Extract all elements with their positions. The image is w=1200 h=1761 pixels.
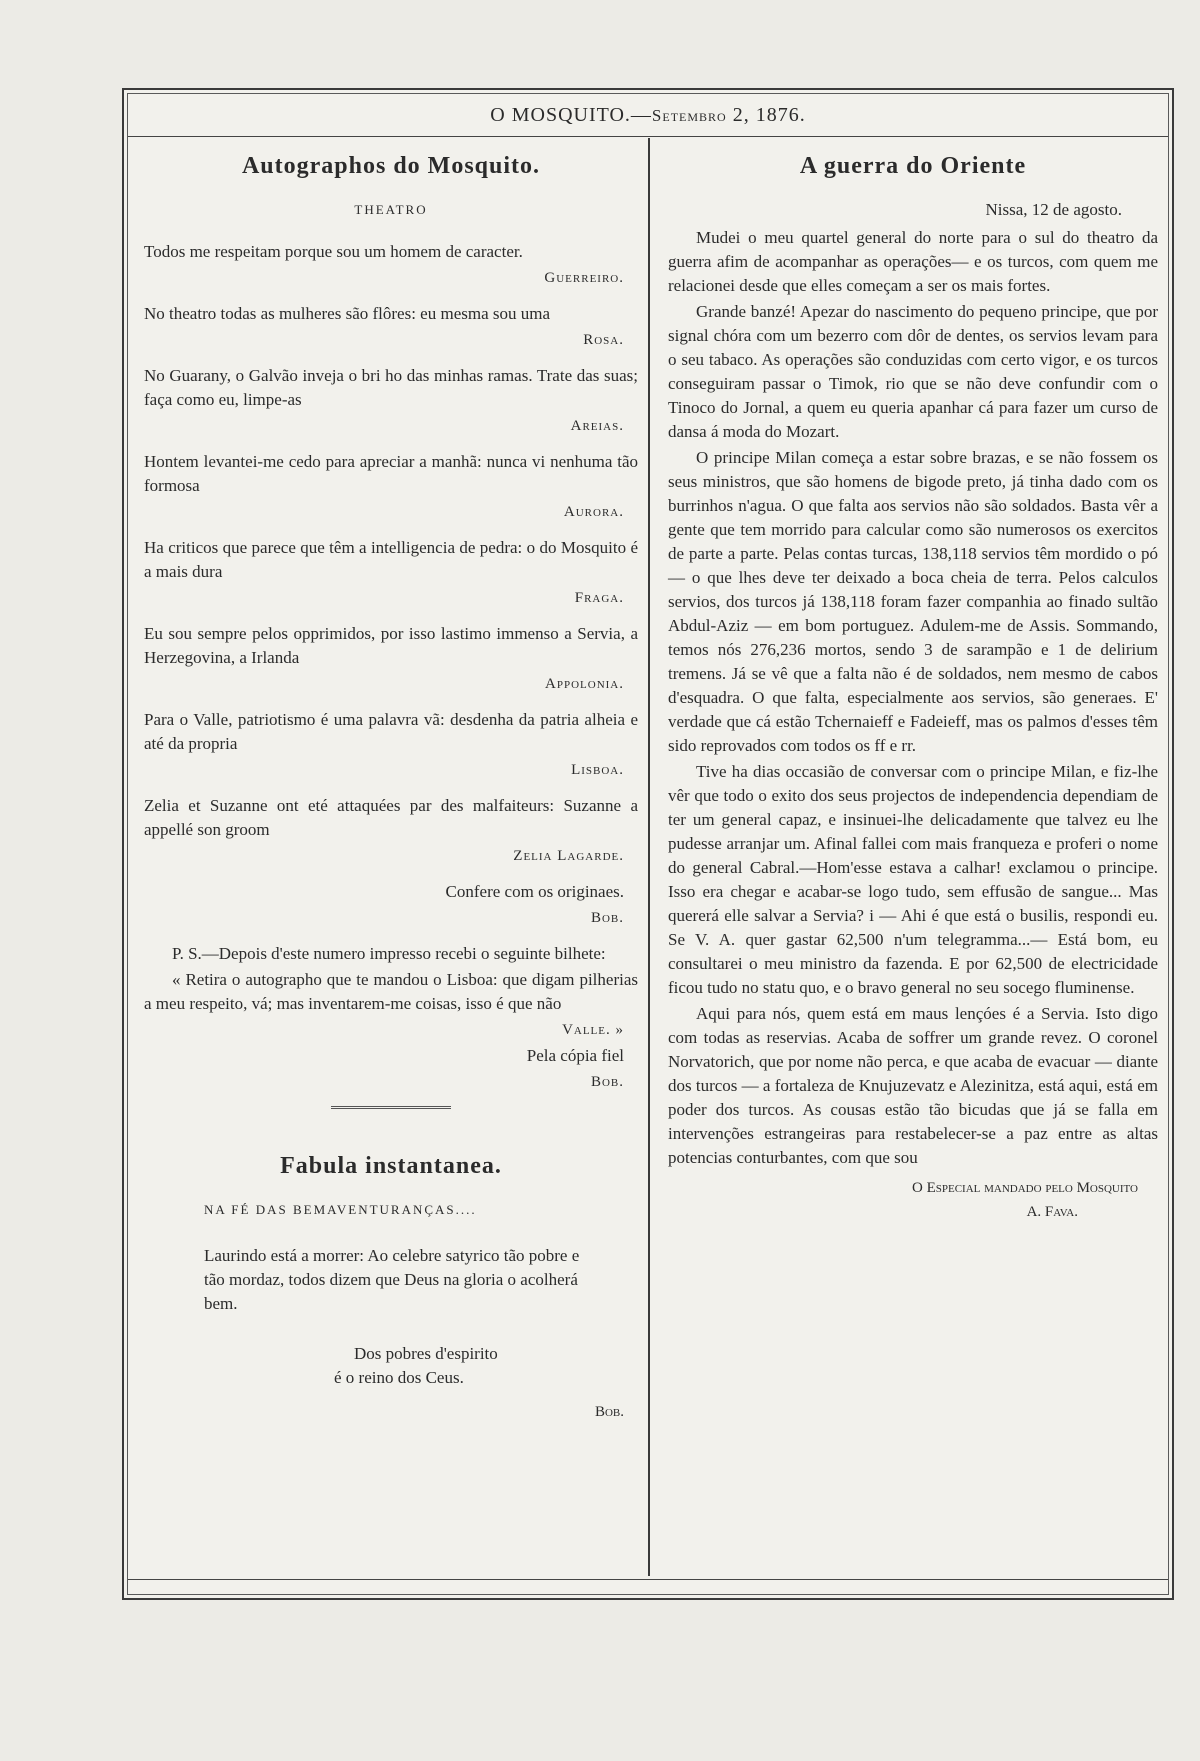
header-month: Setembro (651, 106, 727, 125)
autograph-text: Para o Valle, patriotismo é uma palavra vã: desdenha da patria alheia e até da propria (144, 710, 638, 753)
autograph-signature: Aurora. (563, 504, 624, 520)
autograph-entry (144, 536, 638, 610)
column-divider (648, 138, 650, 1576)
fabula-lead: NA FÉ DAS BEMAVENTURANÇAS.... (204, 1202, 477, 1217)
newspaper-page (122, 88, 1174, 1600)
autograph-signature: Fraga. (574, 590, 624, 606)
left-column (144, 142, 638, 1424)
valle-signature: Valle. » (562, 1022, 624, 1038)
autograph-text: Ha criticos que parece que têm a intelligencia de pedra: o do Mosquito é a mais dura (144, 538, 638, 581)
autograph-entry (144, 450, 638, 524)
article-paragraph: Grande banzé! Apezar do nascimento do pequeno principe, que por signal chóra com um bezerro com dôr de dentes, os servios levam para o seu tabaco. As operações são conduzidas com certo vigor, e os turcos conseguiram passar o Timok, rio que se não deve confundir com o Tinoco do Jornal, a quem eu queria apanhar cá para fazer um curso de dansa á moda do Mozart. (668, 302, 1158, 441)
fabula-moral-1: Dos pobres d'espirito (354, 1344, 498, 1363)
autograph-signature: Rosa. (583, 332, 624, 348)
article-paragraph: Mudei o meu quartel general do norte para o sul do theatro da guerra afim de acompanhar as operações— e os turcos, com quem me relacionei desde que elles começam a ser os mais fortes. (668, 228, 1158, 295)
header-rule (128, 136, 1168, 137)
autograph-signature: Lisboa. (571, 762, 624, 778)
header-date: 2, 1876. (732, 104, 806, 126)
fabula-text: Laurindo está a morrer: Ao celebre satyrico tão pobre e tão mordaz, todos dizem que Deus na gloria o acolherá bem. (204, 1246, 580, 1313)
theatro-subhead: THEATRO (354, 202, 428, 217)
autograph-list (144, 240, 638, 868)
section-rule (331, 1106, 451, 1112)
autograph-text: Todos me respeitam porque sou um homem de caracter. (144, 242, 523, 261)
author-signature: A. Fava. (1026, 1204, 1078, 1220)
autographos-title: Autographos do Mosquito. (241, 153, 541, 179)
autograph-signature: Areias. (570, 418, 624, 434)
autograph-entry (144, 708, 638, 782)
closing-line: O Especial mandado pelo Mosquito (912, 1180, 1138, 1196)
bob-signature-2: Bob. (590, 1074, 624, 1090)
postscript: P. S.—Depois d'este numero impresso recebi o seguinte bilhete: (172, 944, 606, 963)
autograph-signature: Guerreiro. (544, 270, 624, 286)
dateline: Nissa, 12 de agosto. (985, 200, 1122, 219)
autograph-text: Eu sou sempre pelos opprimidos, por isso lastimo immenso a Servia, a Herzegovina, a Irlanda (144, 624, 638, 667)
autograph-text: Zelia et Suzanne ont eté attaquées par des malfaiteurs: Suzanne a appellé son groom (144, 796, 638, 839)
autograph-signature: Appolonia. (545, 676, 624, 692)
guerra-title: A guerra do Oriente (799, 153, 1027, 179)
page-header (124, 104, 1172, 134)
bob-signature-1: Bob. (590, 910, 624, 926)
fabula-title: Fabula instantanea. (280, 1153, 502, 1179)
autograph-entry (144, 364, 638, 438)
bilhete-text: « Retira o autographo que te mandou o Lisboa: que digam pilherias a meu respeito, vá; mas inventarem-me coisas, isso é que não (144, 970, 638, 1013)
article-paragraph: O principe Milan começa a estar sobre brazas, e se não fossem os seus ministros, que são homens de bigode preto, já tinha dado com os burrinhos n'agua. O que falta aos servios não são soldados. Basta vêr a gente que tem morrido para calcular como são numerosos os exercitos de parte a parte. Pelas contas turcas, 138,118 servios têm mordido o pó — o que lhes deve ter deixado a boca cheia de terra. Pelos calculos servios, dos turcos já 138,118 foram fazer companhia ao finado sultão Abdul-Aziz — em bom portuguez. Adulem-me de Assis. Sommando, temos nós 276,236 mortos, sendo 3 de sarampão e 1 de delirium tremens. Já se vê que a falta não é de soldados, nem mesmo de cabos d'esquadra. O que falta, especialmente aos servios, são generaes. E' verdade que cá estão Tchernaieff e Fadeieff, mas os palmos d'esses têm sido reprovados com todos os ff e rr. (668, 448, 1158, 755)
autograph-entry (144, 622, 638, 696)
article-paragraph: Aqui para nós, quem está em maus lençóes é a Servia. Isto digo com todas as reservias. Acaba de soffrer um grande revez. O coronel Norvatorich, que por nome não perca, e que acaba de evacuar — diante dos turcos — a fortaleza de Knujuzevatz e Alezinitza, está aqui, está em poder dos turcos. As cousas estão tão bicudas que já se falla em intervenções estrangeiras para restabelecer-se a paz entre as altas potencias conturbantes, com que sou (668, 1004, 1158, 1167)
autograph-text: No theatro todas as mulheres são flôres: eu mesma sou uma (144, 304, 551, 323)
autograph-signature: Zelia Lagarde. (513, 848, 624, 864)
fabula-moral-2: é o reino dos Ceus. (334, 1368, 464, 1387)
autograph-entry (144, 794, 638, 868)
bottom-rule (128, 1579, 1168, 1580)
copia-line: Pela cópia fiel (526, 1046, 624, 1065)
autograph-text: Hontem levantei-me cedo para apreciar a manhã: nunca vi nenhuma tão formosa (144, 452, 638, 495)
article-paragraph: Tive ha dias occasião de conversar com o principe Milan, e fiz-lhe vêr que todo o exito dos seus projectos de independencia dependiam de ter um general capaz, e insinuei-lhe delicadamente que talvez eu lhe pudesse arranjar um. Afinal fallei com mais franqueza e proferi o nome do general Cabral.—Hom'esse estava a calhar! exclamou o principe. Isso era chegar e acabar-se logo tudo, sem effusão de sangue... Mas quererá elle salvar a Servia? i — Ahi é que está o busilis, respondi eu. Se V. A. quer gastar 62,500 n'um telegramma...— Está bom, eu consultarei o meu ministro da fazenda. E por 62,500 de electricidade ficou tudo no statu quo, e o bravo general no seu socego fluminense. (668, 762, 1158, 997)
bob-signature-3: Bob. (594, 1404, 624, 1420)
autograph-entry (144, 240, 638, 290)
header-prefix: O MOSQUITO.— (490, 104, 652, 126)
right-column (668, 142, 1158, 1224)
confere-line: Confere com os originaes. (445, 882, 624, 901)
autograph-text: No Guarany, o Galvão inveja o bri ho das minhas ramas. Trate das suas; faça como eu, limpe-as (144, 366, 638, 409)
autograph-entry (144, 302, 638, 352)
